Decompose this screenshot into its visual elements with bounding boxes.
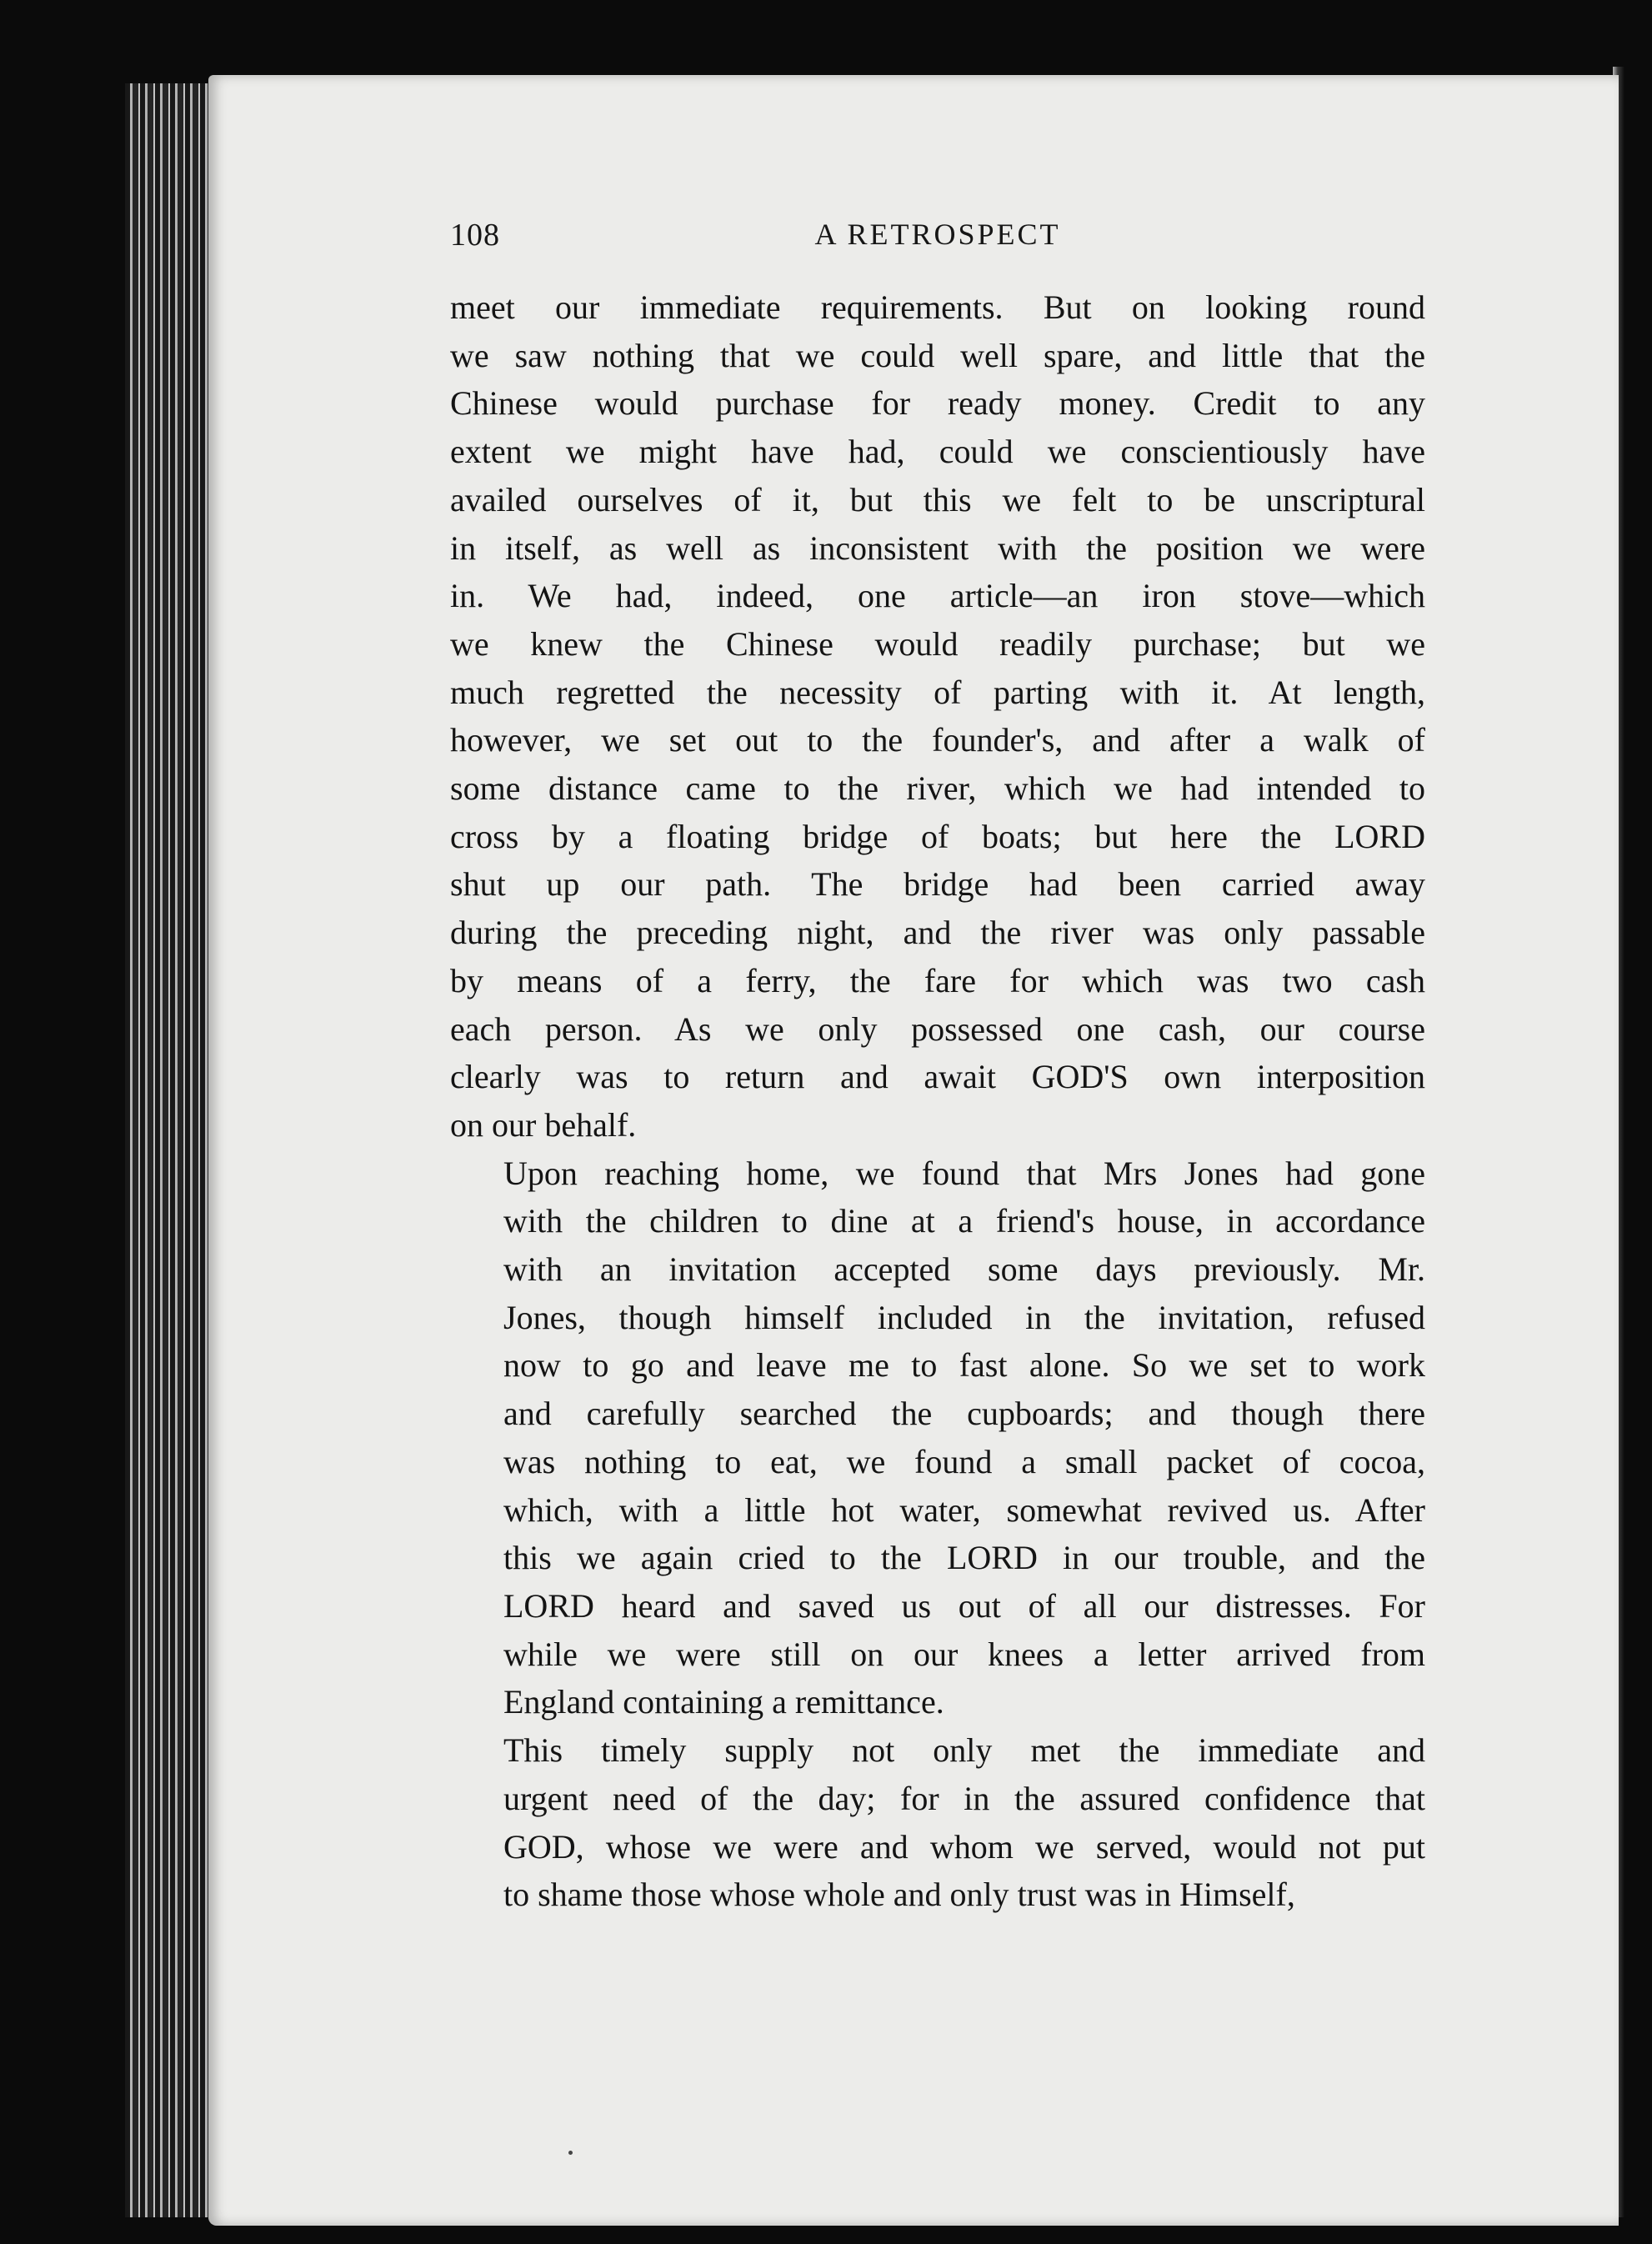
text-line: now to go and leave me to fast alone. So we set to work (503, 1346, 1425, 1385)
text-line: This timely supply not only met the immediate and (503, 1731, 1425, 1770)
text-line: in itself, as well as inconsistent with the position we were (450, 528, 1425, 567)
paragraph (450, 1726, 1425, 1919)
text-line: England containing a remittance. (503, 1683, 944, 1721)
text-line: during the preceding night, and the river was only passable (450, 914, 1425, 952)
text-line: Chinese would purchase for ready money. Credit to any (450, 384, 1425, 423)
text-line: on our behalf. (450, 1105, 637, 1144)
text-line: Jones, though himself included in the invitation, refused (503, 1298, 1425, 1336)
text-line: cross by a floating bridge of boats; but here the LORD (450, 817, 1425, 855)
text-line: with the children to dine at a friend's house, in accordance (503, 1202, 1425, 1240)
text-line: however, we set out to the founder's, and after a walk of (450, 721, 1425, 759)
text-line: clearly was to return and await GOD'S own interposition (450, 1058, 1425, 1096)
text-line: by means of a ferry, the fare for which was two cash (450, 961, 1425, 999)
text-line: with an invitation accepted some days previously. Mr. (503, 1250, 1425, 1289)
text-line: meet our immediate requirements. But on looking round (450, 288, 1425, 326)
running-head (450, 217, 1425, 267)
text-line: to shame those whose whole and only trust was in Himself, (503, 1876, 1295, 1914)
body-text (450, 283, 1425, 1919)
running-title: A RETROSPECT (814, 218, 1061, 251)
text-line: while we were still on our knees a letter arrived from (503, 1635, 1425, 1673)
text-line: and carefully searched the cupboards; and though there (503, 1395, 1425, 1433)
text-line: much regretted the necessity of parting with it. At length, (450, 673, 1425, 711)
text-line: this we again cried to the LORD in our trouble, and the (503, 1539, 1425, 1577)
text-line: which, with a little hot water, somewhat revived us. After (503, 1490, 1425, 1529)
text-line: we knew the Chinese would readily purchase; but we (450, 624, 1425, 663)
text-line: LORD heard and saved us out of all our distresses. For (503, 1586, 1425, 1625)
text-line: each person. As we only possessed one cash, our course (450, 1009, 1425, 1048)
text-line: we saw nothing that we could well spare, and little that the (450, 336, 1425, 374)
text-line: GOD, whose we were and whom we served, would not put (503, 1827, 1425, 1866)
text-line: some distance came to the river, which we had intended to (450, 769, 1425, 808)
paragraph (450, 283, 1425, 1150)
text-line: shut up our path. The bridge had been carried away (450, 865, 1425, 904)
paragraph (450, 1150, 1425, 1726)
text-line: Upon reaching home, we found that Mrs Jones had gone (503, 1154, 1425, 1192)
text-line: was nothing to eat, we found a small packet of cocoa, (503, 1442, 1425, 1480)
scan-speck (568, 2151, 573, 2155)
text-line: extent we might have had, could we conscientiously have (450, 433, 1425, 471)
text-line: availed ourselves of it, but this we felt to be unscriptural (450, 480, 1425, 518)
text-line: in. We had, indeed, one article—an iron stove—which (450, 577, 1425, 615)
page-number: 108 (450, 218, 500, 253)
text-line: urgent need of the day; for in the assured confidence that (503, 1779, 1425, 1817)
